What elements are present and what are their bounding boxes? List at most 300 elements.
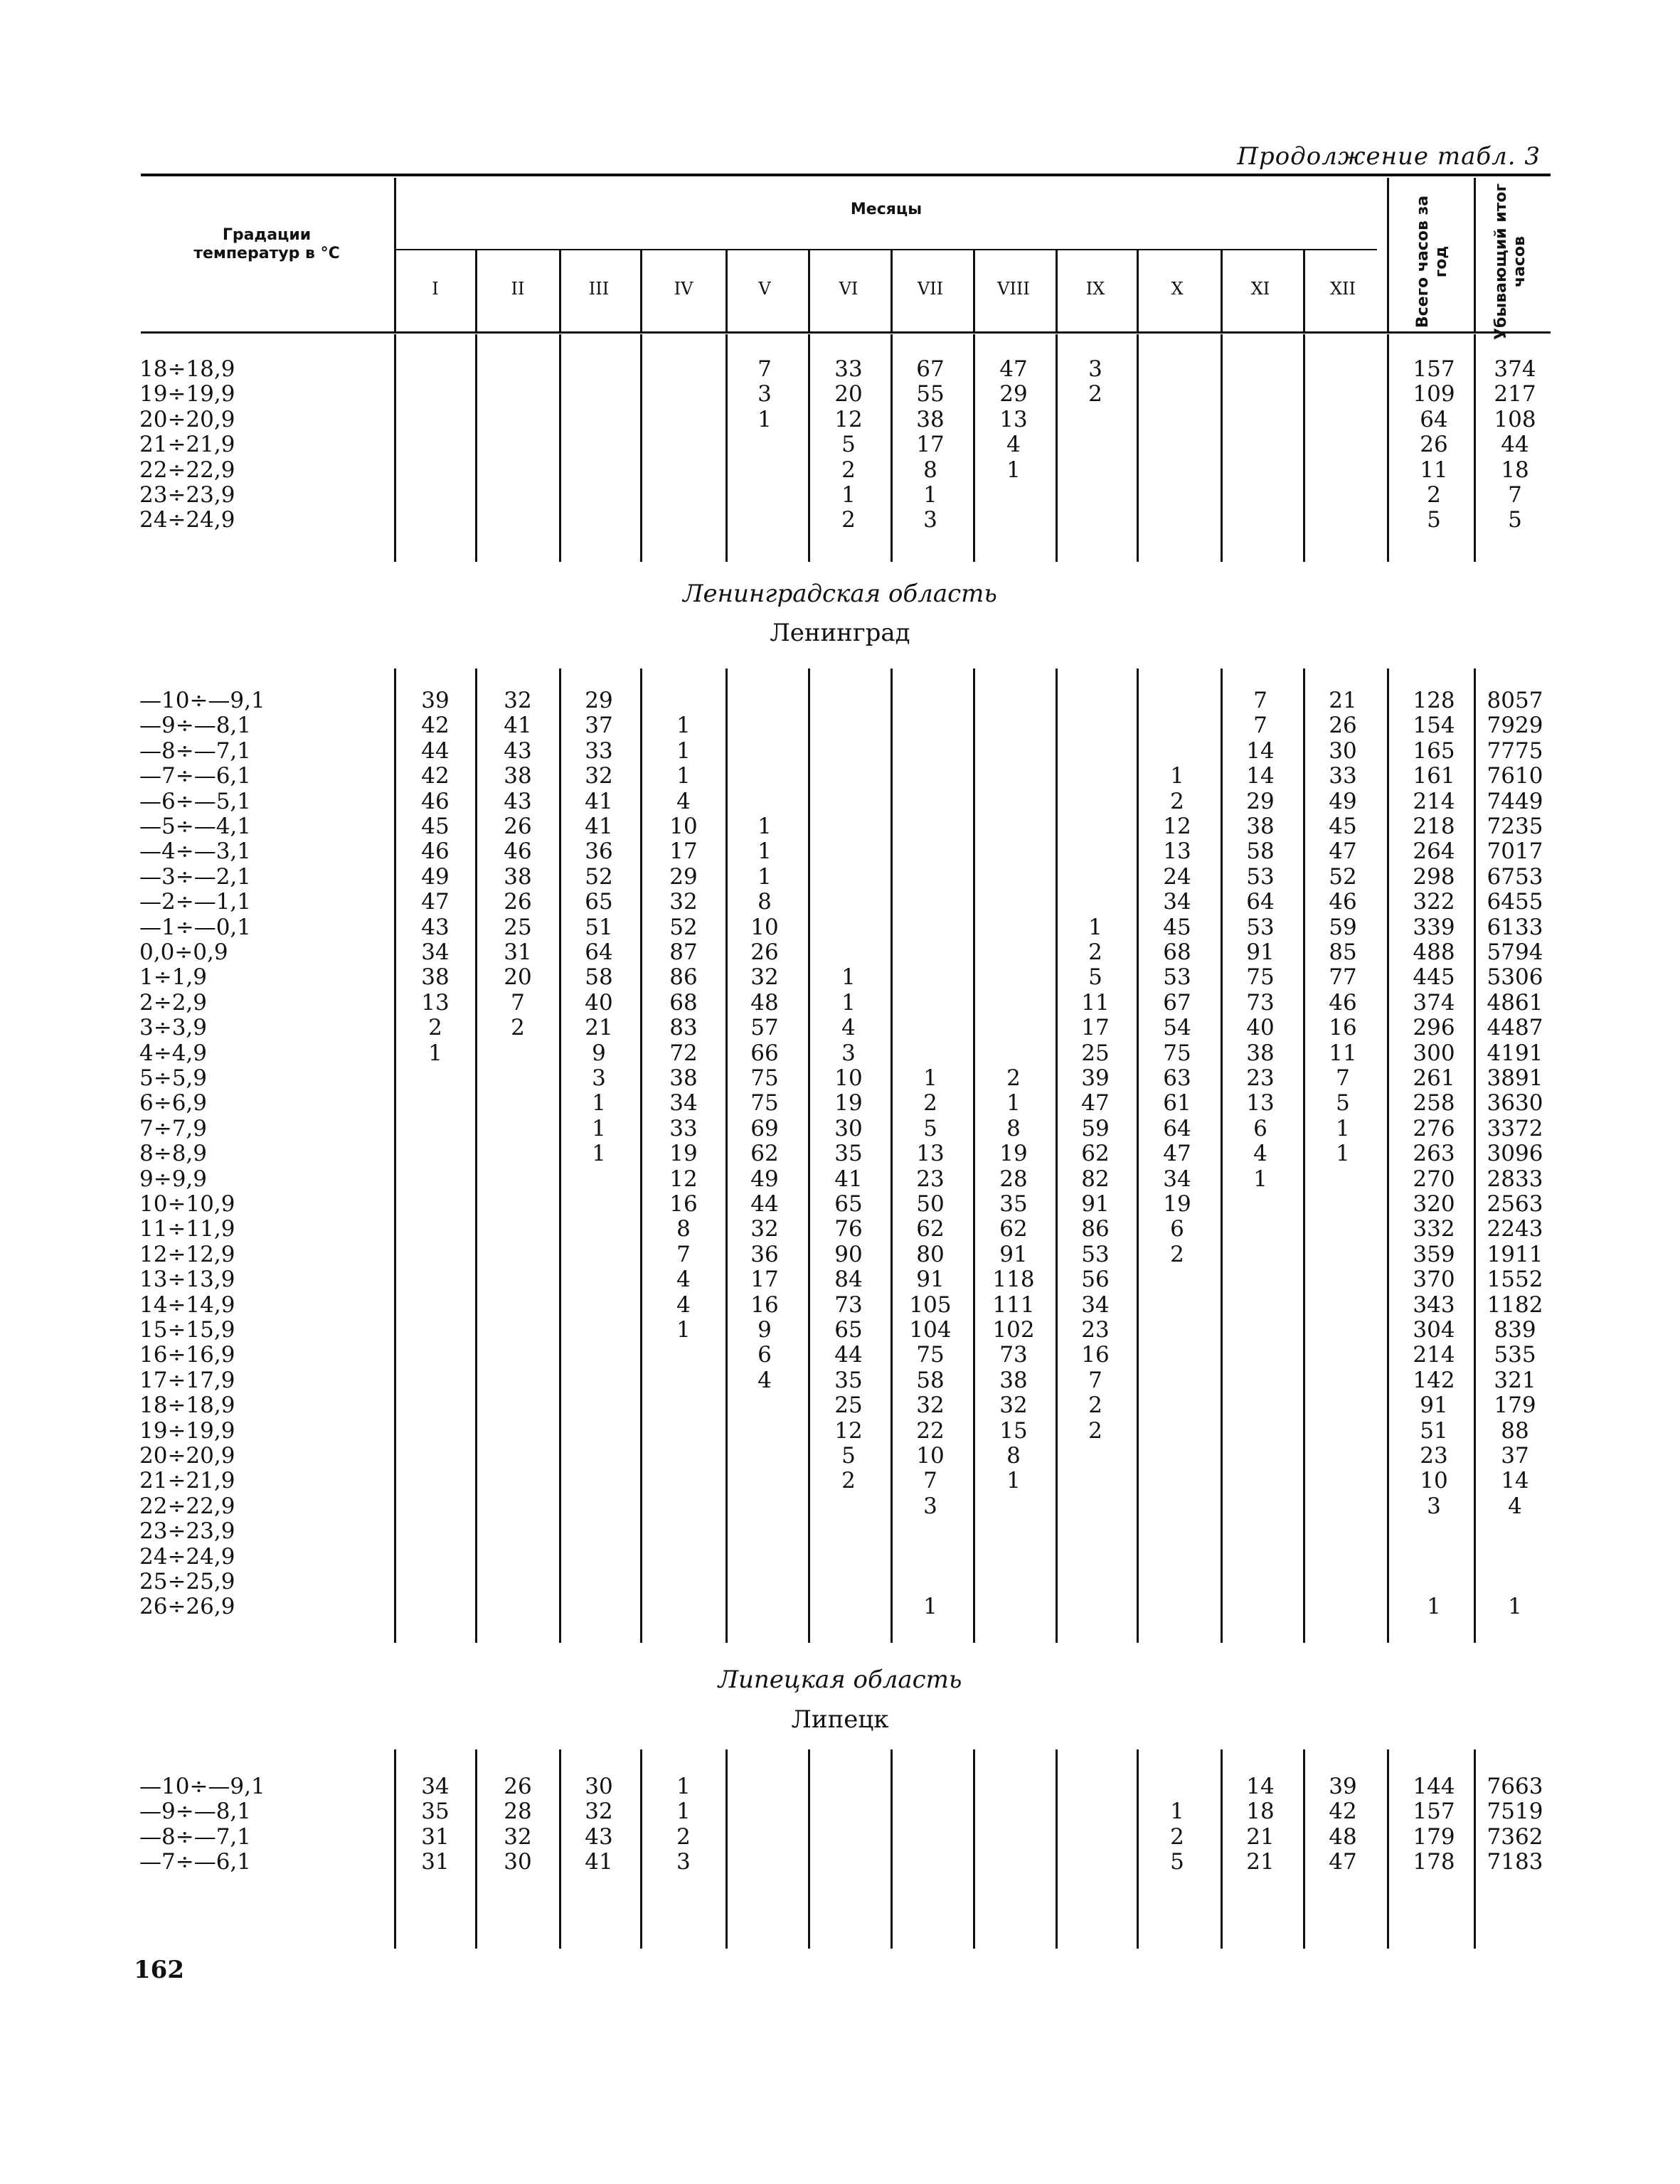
month-value-cell: 55 (916, 381, 945, 407)
month-value-cell: 33 (669, 1115, 698, 1141)
month-value-cell: 1 (676, 1317, 691, 1343)
month-value-cell: 46 (1329, 889, 1357, 915)
month-value-cell: 83 (669, 1015, 698, 1041)
cumulative-cell: 179 (1494, 1392, 1536, 1419)
month-value-cell: 13 (1246, 1090, 1275, 1117)
total-hours-header: Всего часов за год (1414, 195, 1450, 329)
month-value-cell: 34 (1163, 1166, 1191, 1192)
month-value-cell: 64 (1163, 1115, 1191, 1141)
month-label: VIII (997, 279, 1030, 299)
month-value-cell: 91 (1081, 1191, 1110, 1217)
month-value-cell: 69 (750, 1115, 779, 1141)
month-value-cell: 32 (750, 964, 779, 991)
month-value-cell: 58 (916, 1367, 945, 1393)
month-value-cell: 35 (834, 1141, 863, 1167)
total-hours-cell: 154 (1413, 713, 1455, 739)
cumulative-cell: 7362 (1487, 1823, 1543, 1850)
column-divider (1221, 334, 1223, 562)
column-divider (640, 668, 642, 1643)
month-value-cell: 48 (750, 989, 779, 1016)
total-hours-cell: 339 (1413, 914, 1455, 940)
total-hours-cell: 263 (1413, 1141, 1455, 1167)
total-hours-cell: 320 (1413, 1191, 1455, 1217)
month-value-cell: 57 (750, 1015, 779, 1041)
month-value-cell: 30 (585, 1774, 613, 1799)
month-value-cell: 38 (1246, 814, 1275, 839)
header-divider (1303, 250, 1305, 331)
cumulative-cell: 217 (1494, 381, 1536, 407)
cumulative-cell: 7235 (1487, 814, 1543, 839)
month-value-cell: 16 (1081, 1342, 1110, 1368)
month-value-cell: 28 (504, 1799, 532, 1825)
month-value-cell: 4 (676, 1267, 691, 1293)
month-value-cell: 13 (421, 989, 450, 1016)
column-divider (475, 668, 477, 1643)
header-divider (640, 250, 642, 331)
gradation-cell: 18÷18,9 (139, 1392, 235, 1419)
month-value-cell: 30 (504, 1849, 532, 1875)
month-value-cell: 65 (834, 1191, 863, 1217)
total-hours-cell: 298 (1413, 863, 1455, 890)
month-value-cell: 72 (669, 1040, 698, 1066)
month-value-cell: 26 (1329, 713, 1357, 739)
header-divider (1137, 250, 1139, 331)
month-value-cell: 1 (841, 964, 856, 991)
cumulative-cell: 3096 (1487, 1141, 1543, 1167)
month-value-cell: 2 (1006, 1065, 1021, 1091)
month-value-cell: 14 (1246, 763, 1275, 789)
total-hours-cell: 23 (1420, 1443, 1448, 1469)
month-value-cell: 58 (1246, 838, 1275, 865)
cumulative-cell: 839 (1494, 1317, 1536, 1343)
column-divider (1387, 1749, 1389, 1949)
cumulative-cell: 2563 (1487, 1191, 1543, 1217)
month-value-cell: 41 (585, 1849, 613, 1875)
month-value-cell: 40 (585, 989, 613, 1016)
month-value-cell: 1 (1170, 763, 1184, 789)
column-divider (890, 1749, 893, 1949)
month-value-cell: 5 (1088, 964, 1102, 991)
month-value-cell: 13 (916, 1141, 945, 1167)
month-value-cell: 6 (757, 1342, 772, 1368)
month-value-cell: 1 (676, 763, 691, 789)
month-value-cell: 17 (750, 1267, 779, 1293)
cumulative-cell: 535 (1494, 1342, 1536, 1368)
month-value-cell: 2 (1170, 788, 1184, 814)
cumulative-cell: 7929 (1487, 713, 1543, 739)
total-hours-cell: 445 (1413, 964, 1455, 991)
total-hours-cell: 109 (1413, 381, 1455, 407)
month-value-cell: 7 (1253, 713, 1267, 739)
column-divider (475, 334, 477, 562)
month-value-cell: 29 (1246, 788, 1275, 814)
month-label: IV (674, 279, 693, 299)
header-divider (1056, 250, 1058, 331)
cumulative-cell: 7 (1508, 482, 1522, 508)
month-value-cell: 12 (669, 1166, 698, 1192)
gradation-cell: —7÷—6,1 (139, 763, 251, 789)
month-value-cell: 2 (841, 507, 856, 533)
month-value-cell: 32 (504, 1823, 532, 1850)
month-value-cell: 45 (1329, 814, 1357, 839)
month-label: XI (1250, 279, 1270, 299)
month-value-cell: 50 (916, 1191, 945, 1217)
total-hours-cell: 64 (1420, 406, 1448, 432)
month-value-cell: 3 (676, 1849, 691, 1875)
month-value-cell: 17 (916, 432, 945, 458)
month-value-cell: 21 (1246, 1823, 1275, 1850)
month-value-cell: 53 (1246, 863, 1275, 890)
gradation-cell: 25÷25,9 (139, 1569, 235, 1594)
city-title: Липецк (791, 1705, 889, 1734)
gradation-cell: 8÷8,9 (139, 1141, 207, 1167)
header-divider (808, 250, 810, 331)
month-value-cell: 39 (421, 688, 450, 713)
column-divider (1056, 1749, 1058, 1949)
month-value-cell: 2 (1170, 1241, 1184, 1267)
column-divider (394, 334, 396, 562)
gradation-cell: —10÷—9,1 (139, 1774, 265, 1799)
total-hours-cell: 370 (1413, 1267, 1455, 1293)
total-hours-cell: 142 (1413, 1367, 1455, 1393)
cumulative-cell: 5306 (1487, 964, 1543, 991)
month-value-cell: 1 (676, 1799, 691, 1825)
month-value-cell: 12 (834, 1417, 863, 1444)
month-label: V (758, 279, 771, 299)
month-value-cell: 1 (841, 989, 856, 1016)
total-hours-cell: 3 (1427, 1493, 1441, 1519)
month-value-cell: 47 (1163, 1141, 1191, 1167)
month-label: II (511, 279, 525, 299)
month-value-cell: 75 (1163, 1040, 1191, 1066)
month-value-cell: 52 (585, 863, 613, 890)
total-hours-cell: 488 (1413, 939, 1455, 965)
month-value-cell: 30 (834, 1115, 863, 1141)
month-value-cell: 10 (750, 914, 779, 940)
month-value-cell: 1 (757, 406, 772, 432)
month-label: X (1171, 279, 1184, 299)
total-hours-cell: 10 (1420, 1468, 1448, 1494)
continuation-label: Продолжение табл. 3 (1237, 142, 1541, 171)
month-value-cell: 26 (750, 939, 779, 965)
column-divider (1387, 668, 1389, 1643)
cumulative-cell: 8057 (1487, 688, 1543, 713)
month-value-cell: 65 (834, 1317, 863, 1343)
month-value-cell: 7 (923, 1468, 937, 1494)
month-value-cell: 2 (428, 1015, 442, 1041)
cumulative-cell: 4487 (1487, 1015, 1543, 1041)
gradation-cell: 18÷18,9 (139, 356, 235, 382)
month-value-cell: 3 (923, 1493, 937, 1519)
total-hours-cell: 1 (1427, 1594, 1441, 1620)
month-value-cell: 1 (592, 1115, 606, 1141)
gradation-cell: 20÷20,9 (139, 1443, 235, 1469)
month-value-cell: 111 (992, 1291, 1035, 1318)
month-value-cell: 77 (1329, 964, 1357, 991)
gradation-cell: —4÷—3,1 (139, 838, 251, 865)
gradation-cell: —6÷—5,1 (139, 788, 251, 814)
month-value-cell: 53 (1163, 964, 1191, 991)
gradation-cell: 21÷21,9 (139, 432, 235, 458)
total-hours-cell: 359 (1413, 1241, 1455, 1267)
header-divider (559, 250, 561, 331)
month-label: I (432, 279, 439, 299)
month-value-cell: 1 (676, 713, 691, 739)
gradation-cell: —10÷—9,1 (139, 688, 265, 713)
cumulative-cell: 108 (1494, 406, 1536, 432)
cumulative-cell: 321 (1494, 1367, 1536, 1393)
month-value-cell: 37 (585, 713, 613, 739)
month-value-cell: 5 (923, 1115, 937, 1141)
month-value-cell: 35 (834, 1367, 863, 1393)
month-value-cell: 2 (1088, 381, 1102, 407)
total-hours-cell: 161 (1413, 763, 1455, 789)
month-value-cell: 32 (585, 763, 613, 789)
month-value-cell: 1 (757, 863, 772, 890)
gradation-cell: —9÷—8,1 (139, 713, 251, 739)
month-value-cell: 67 (1163, 989, 1191, 1016)
month-value-cell: 38 (999, 1367, 1028, 1393)
month-value-cell: 82 (1081, 1166, 1110, 1192)
gradation-cell: 7÷7,9 (139, 1115, 207, 1141)
gradation-cell: —5÷—4,1 (139, 814, 251, 839)
month-value-cell: 1 (592, 1090, 606, 1117)
month-value-cell: 5 (1170, 1849, 1184, 1875)
month-value-cell: 46 (504, 838, 532, 865)
month-value-cell: 4 (1253, 1141, 1267, 1167)
header-bottom-rule (141, 331, 1551, 334)
month-value-cell: 42 (421, 713, 450, 739)
month-value-cell: 32 (916, 1392, 945, 1419)
month-value-cell: 6 (1170, 1216, 1184, 1242)
month-value-cell: 11 (1329, 1040, 1357, 1066)
month-value-cell: 62 (1081, 1141, 1110, 1167)
cumulative-cell: 7449 (1487, 788, 1543, 814)
cumulative-cell: 2833 (1487, 1166, 1543, 1192)
month-value-cell: 35 (421, 1799, 450, 1825)
gradation-cell: 23÷23,9 (139, 482, 235, 508)
total-hours-cell: 178 (1413, 1849, 1455, 1875)
month-value-cell: 1 (1170, 1799, 1184, 1825)
month-value-cell: 7 (676, 1241, 691, 1267)
month-label: VI (839, 279, 858, 299)
gradation-cell: 20÷20,9 (139, 406, 235, 432)
gradation-cell: 10÷10,9 (139, 1191, 235, 1217)
month-value-cell: 10 (916, 1443, 945, 1469)
month-value-cell: 91 (916, 1267, 945, 1293)
month-value-cell: 34 (1163, 889, 1191, 915)
month-value-cell: 61 (1163, 1090, 1191, 1117)
month-value-cell: 1 (923, 1065, 937, 1091)
month-value-cell: 19 (834, 1090, 863, 1117)
month-value-cell: 16 (1329, 1015, 1357, 1041)
month-value-cell: 32 (999, 1392, 1028, 1419)
cumulative-cell: 1182 (1487, 1291, 1543, 1318)
month-value-cell: 4 (757, 1367, 772, 1393)
month-value-cell: 29 (669, 863, 698, 890)
month-value-cell: 2 (511, 1015, 525, 1041)
month-value-cell: 47 (421, 889, 450, 915)
month-value-cell: 34 (1081, 1291, 1110, 1318)
month-value-cell: 7 (511, 989, 525, 1016)
gradation-cell: 13÷13,9 (139, 1267, 235, 1293)
month-value-cell: 29 (999, 381, 1028, 407)
cumulative-cell: 37 (1501, 1443, 1529, 1469)
month-value-cell: 21 (585, 1015, 613, 1041)
gradation-cell: 21÷21,9 (139, 1468, 235, 1494)
column-divider (640, 334, 642, 562)
total-hours-cell: 5 (1427, 507, 1441, 533)
total-hours-cell: 11 (1420, 457, 1448, 483)
month-value-cell: 26 (504, 814, 532, 839)
month-value-cell: 8 (1006, 1443, 1021, 1469)
total-hours-cell: 296 (1413, 1015, 1455, 1041)
gradation-cell: —3÷—2,1 (139, 863, 251, 890)
month-value-cell: 58 (585, 964, 613, 991)
column-divider (1387, 334, 1389, 562)
cumulative-cell: 1911 (1487, 1241, 1543, 1267)
month-value-cell: 5 (841, 1443, 856, 1469)
month-value-cell: 41 (834, 1166, 863, 1192)
month-value-cell: 48 (1329, 1823, 1357, 1850)
month-value-cell: 62 (750, 1141, 779, 1167)
month-value-cell: 7 (757, 356, 772, 382)
month-value-cell: 4 (841, 1015, 856, 1041)
month-value-cell: 24 (1163, 863, 1191, 890)
month-value-cell: 8 (676, 1216, 691, 1242)
total-hours-cell: 258 (1413, 1090, 1455, 1117)
month-value-cell: 47 (999, 356, 1028, 382)
month-value-cell: 1 (1006, 1468, 1021, 1494)
gradation-cell: 11÷11,9 (139, 1216, 235, 1242)
month-value-cell: 91 (999, 1241, 1028, 1267)
month-value-cell: 47 (1329, 838, 1357, 865)
total-hours-cell: 218 (1413, 814, 1455, 839)
month-value-cell: 63 (1163, 1065, 1191, 1091)
month-value-cell: 8 (923, 457, 937, 483)
total-hours-cell: 374 (1413, 989, 1455, 1016)
month-value-cell: 40 (1246, 1015, 1275, 1041)
month-value-cell: 38 (504, 763, 532, 789)
cumulative-header: Убывающий итог часов (1492, 183, 1529, 340)
cumulative-cell: 6133 (1487, 914, 1543, 940)
header-divider (1221, 250, 1223, 331)
cumulative-cell: 7519 (1487, 1799, 1543, 1825)
month-value-cell: 36 (750, 1241, 779, 1267)
month-value-cell: 33 (834, 356, 863, 382)
month-value-cell: 2 (1088, 939, 1102, 965)
month-value-cell: 1 (592, 1141, 606, 1167)
month-value-cell: 39 (1081, 1065, 1110, 1091)
total-hours-cell: 300 (1413, 1040, 1455, 1066)
column-divider (475, 1749, 477, 1949)
month-value-cell: 68 (1163, 939, 1191, 965)
month-value-cell: 17 (1081, 1015, 1110, 1041)
page-number: 162 (134, 1956, 184, 1984)
month-value-cell: 62 (916, 1216, 945, 1242)
month-value-cell: 75 (916, 1342, 945, 1368)
month-value-cell: 46 (421, 838, 450, 865)
month-value-cell: 2 (1088, 1392, 1102, 1419)
month-value-cell: 11 (1081, 989, 1110, 1016)
cumulative-cell: 44 (1501, 432, 1529, 458)
gradation-cell: —2÷—1,1 (139, 889, 251, 915)
month-value-cell: 4 (1006, 432, 1021, 458)
gradation-cell: —9÷—8,1 (139, 1799, 251, 1825)
total-hours-cell: 264 (1413, 838, 1455, 865)
total-hours-cell: 51 (1420, 1417, 1448, 1444)
cumulative-cell: 5 (1508, 507, 1522, 533)
total-hours-cell: 179 (1413, 1823, 1455, 1850)
month-value-cell: 15 (999, 1417, 1028, 1444)
total-hours-cell: 322 (1413, 889, 1455, 915)
month-value-cell: 76 (834, 1216, 863, 1242)
total-hours-cell: 91 (1420, 1392, 1448, 1419)
month-value-cell: 73 (1246, 989, 1275, 1016)
month-value-cell: 35 (999, 1191, 1028, 1217)
month-label: VII (917, 279, 944, 299)
month-value-cell: 18 (1246, 1799, 1275, 1825)
month-value-cell: 5 (1336, 1090, 1350, 1117)
month-value-cell: 43 (504, 788, 532, 814)
months-header: Месяцы (850, 201, 923, 218)
gradation-cell: 12÷12,9 (139, 1241, 235, 1267)
month-value-cell: 20 (504, 964, 532, 991)
month-value-cell: 26 (504, 1774, 532, 1799)
month-value-cell: 1 (923, 482, 937, 508)
header-divider (1387, 178, 1389, 331)
month-value-cell: 90 (834, 1241, 863, 1267)
month-value-cell: 13 (999, 406, 1028, 432)
gradation-cell: 0,0÷0,9 (139, 939, 228, 965)
month-value-cell: 54 (1163, 1015, 1191, 1041)
gradation-header: Градации температур в °С (193, 226, 340, 262)
month-value-cell: 38 (421, 964, 450, 991)
month-value-cell: 1 (841, 482, 856, 508)
cumulative-cell: 6753 (1487, 863, 1543, 890)
month-value-cell: 19 (1163, 1191, 1191, 1217)
month-value-cell: 3 (923, 507, 937, 533)
cumulative-cell: 6455 (1487, 889, 1543, 915)
cumulative-cell: 4861 (1487, 989, 1543, 1016)
cumulative-cell: 7017 (1487, 838, 1543, 865)
total-hours-cell: 214 (1413, 1342, 1455, 1368)
month-value-cell: 32 (669, 889, 698, 915)
month-value-cell: 62 (999, 1216, 1028, 1242)
cumulative-cell: 7610 (1487, 763, 1543, 789)
cumulative-cell: 7775 (1487, 737, 1543, 764)
month-value-cell: 1 (1006, 1090, 1021, 1117)
column-divider (725, 1749, 728, 1949)
month-value-cell: 4 (676, 1291, 691, 1318)
month-value-cell: 45 (1163, 914, 1191, 940)
month-value-cell: 45 (421, 814, 450, 839)
month-value-cell: 1 (1088, 914, 1102, 940)
month-value-cell: 25 (504, 914, 532, 940)
month-value-cell: 59 (1329, 914, 1357, 940)
month-value-cell: 38 (1246, 1040, 1275, 1066)
cumulative-cell: 3372 (1487, 1115, 1543, 1141)
month-value-cell: 2 (1088, 1417, 1102, 1444)
cumulative-cell: 2243 (1487, 1216, 1543, 1242)
cumulative-cell: 1 (1508, 1594, 1522, 1620)
month-value-cell: 32 (504, 688, 532, 713)
month-value-cell: 52 (1329, 863, 1357, 890)
month-label: XII (1329, 279, 1356, 299)
month-value-cell: 19 (669, 1141, 698, 1167)
month-value-cell: 51 (585, 914, 613, 940)
month-value-cell: 28 (999, 1166, 1028, 1192)
